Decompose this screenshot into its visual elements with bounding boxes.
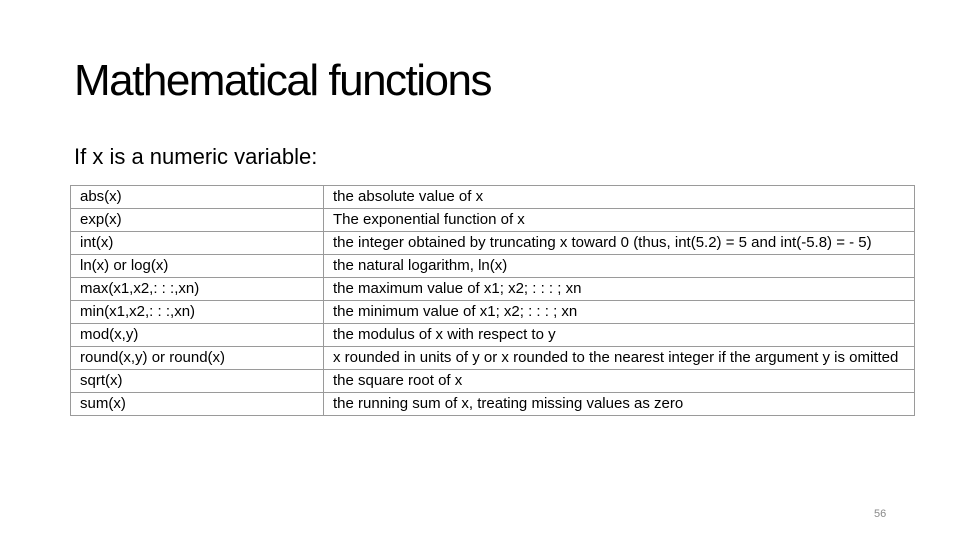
function-name-cell: sum(x) xyxy=(71,393,324,416)
table-row xyxy=(71,301,915,324)
table-row xyxy=(71,209,915,232)
table-row xyxy=(71,186,915,209)
function-description-cell: the natural logarithm, ln(x) xyxy=(324,255,915,278)
table-row xyxy=(71,278,915,301)
table-row xyxy=(71,255,915,278)
function-description-cell: the integer obtained by truncating x toward 0 (thus, int(5.2) = 5 and int(-5.8) = - 5) xyxy=(324,232,915,255)
table-row xyxy=(71,347,915,370)
functions-table xyxy=(70,185,915,416)
slide-subtitle: If x is a numeric variable: xyxy=(74,144,318,169)
table-row xyxy=(71,232,915,255)
function-description-cell: the modulus of x with respect to y xyxy=(324,324,915,347)
slide-title: Mathematical functions xyxy=(74,56,491,105)
function-name-cell: round(x,y) or round(x) xyxy=(71,347,324,370)
function-name-cell: max(x1,x2,: : :,xn) xyxy=(71,278,324,301)
function-name-cell: ln(x) or log(x) xyxy=(71,255,324,278)
functions-table-container xyxy=(70,185,915,416)
function-description-cell: the maximum value of x1; x2; : : : ; xn xyxy=(324,278,915,301)
function-description-cell: the square root of x xyxy=(324,370,915,393)
function-name-cell: int(x) xyxy=(71,232,324,255)
function-description-cell: the running sum of x, treating missing values as zero xyxy=(324,393,915,416)
function-description-cell: The exponential function of x xyxy=(324,209,915,232)
function-name-cell: mod(x,y) xyxy=(71,324,324,347)
function-name-cell: exp(x) xyxy=(71,209,324,232)
function-description-cell: x rounded in units of y or x rounded to the nearest integer if the argument y is omitted xyxy=(324,347,915,370)
function-description-cell: the absolute value of x xyxy=(324,186,915,209)
function-name-cell: sqrt(x) xyxy=(71,370,324,393)
page-number: 56 xyxy=(874,508,887,520)
function-name-cell: abs(x) xyxy=(71,186,324,209)
table-row xyxy=(71,324,915,347)
function-name-cell: min(x1,x2,: : :,xn) xyxy=(71,301,324,324)
function-description-cell: the minimum value of x1; x2; : : : ; xn xyxy=(324,301,915,324)
table-row xyxy=(71,370,915,393)
table-row xyxy=(71,393,915,416)
